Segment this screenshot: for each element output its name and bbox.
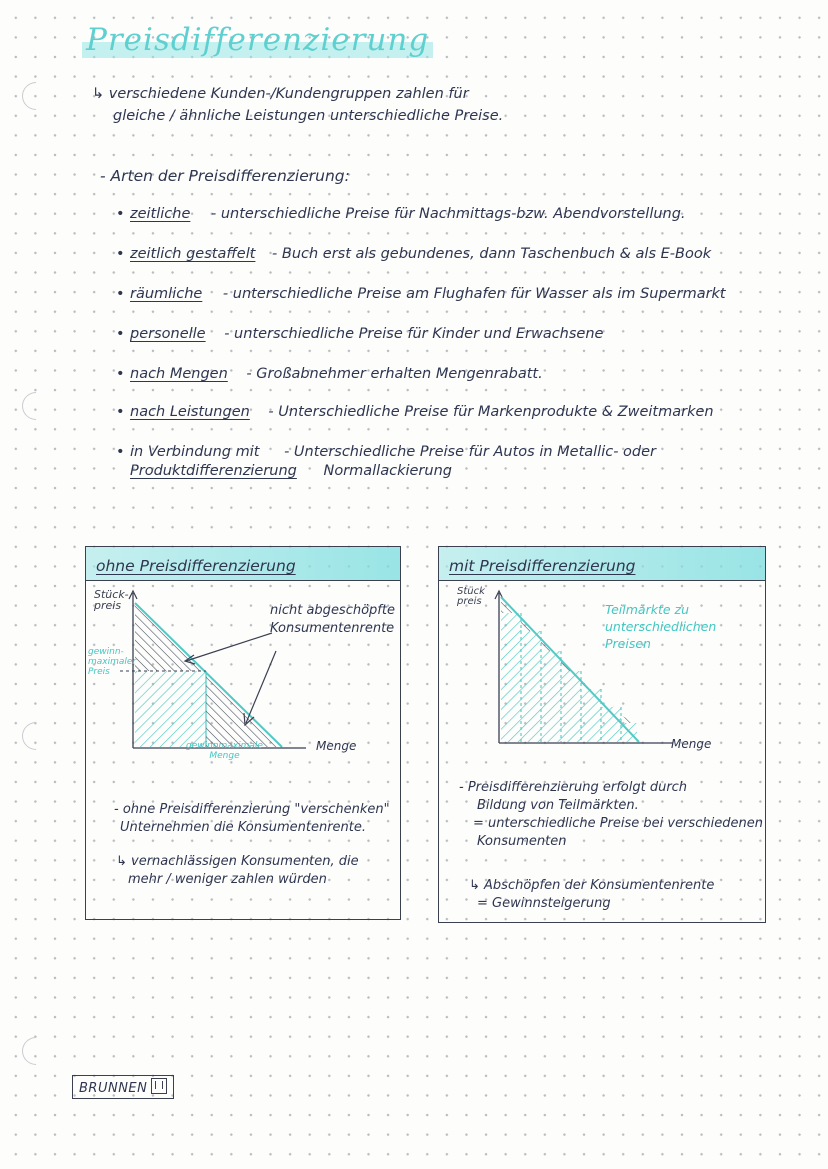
x-axis-label: Menge <box>671 737 712 751</box>
box-header <box>439 547 765 581</box>
type-item-raeumliche: • räumliche - unterschiedliche Preise am Flughafen für Wasser als im Supermarkt <box>116 286 726 302</box>
revenue-area <box>135 671 206 747</box>
note-left-2: ↳ vernachlässigen Konsumenten, die mehr / weniger zahlen würden <box>116 854 359 887</box>
box-header <box>86 547 400 581</box>
type-name: räumliche <box>130 286 203 302</box>
type-item-personelle: • personelle - unterschiedliche Preise für Kinder und Erwachsene <box>116 326 604 342</box>
type-name: nach Leistungen <box>130 404 250 420</box>
type-name: in Verbindung mit <box>130 444 260 460</box>
note-right-2: ↳ Abschöpfen der Konsumentenrente = Gewinnsteigerung <box>469 878 715 911</box>
type-name: zeitlich gestaffelt <box>130 246 256 262</box>
note-right-1: - Preisdifferenzierung erfolgt durch Bildung von Teilmärkten. = unterschiedliche Preise bei verschiedenen Konsumenten <box>459 780 763 849</box>
box-ohne-preisdifferenzierung <box>85 546 401 920</box>
gewinn-price-label: gewinn- maximaler Preis <box>88 647 137 677</box>
x-axis-label: Menge <box>316 739 357 753</box>
box-mit-preisdifferenzierung <box>438 546 766 923</box>
type-desc: - unterschiedliche Preise für Nachmittags-bzw. Abendvorstellung. <box>211 206 686 222</box>
type-desc: - unterschiedliche Preise für Kinder und Erwachsene <box>224 326 604 342</box>
annotation-consumer-surplus: nicht abgeschöpfte Konsumentenrente <box>270 603 395 636</box>
definition-line-1: ↳ verschiedene Kunden-/Kundengruppen zahlen für <box>92 86 469 102</box>
type-desc: - Großabnehmer erhalten Mengenrabatt. <box>246 366 543 382</box>
logo-icon <box>151 1078 167 1094</box>
binder-hole-4 <box>16 1031 56 1071</box>
type-name: zeitliche <box>130 206 191 222</box>
gewinn-quantity-label: gewinnmaximale Menge <box>186 741 263 761</box>
type-desc: - unterschiedliche Preise am Flughafen für Wasser als im Supermarkt <box>222 286 726 302</box>
box-title: ohne Preisdifferenzierung <box>96 557 296 575</box>
type-desc-2: Normallackierung <box>323 463 452 479</box>
type-item-leistungen: • nach Leistungen - Unterschiedliche Preise für Markenprodukte & Zweitmarken <box>116 404 714 420</box>
type-item-produktdifferenzierung: • in Verbindung mit - Unterschiedliche Preise für Autos in Metallic- oder <box>116 444 657 460</box>
type-desc: - Buch erst als gebundenes, dann Taschenbuch & als E-Book <box>272 246 712 262</box>
binder-hole-3 <box>16 716 56 756</box>
type-name: personelle <box>130 326 206 342</box>
type-desc: - Unterschiedliche Preise für Markenprodukte & Zweitmarken <box>268 404 714 420</box>
type-item-mengen: • nach Mengen - Großabnehmer erhalten Mengenrabatt. <box>116 366 543 382</box>
type-item-zeitliche: • zeitliche - unterschiedliche Preise für Nachmittags-bzw. Abendvorstellung. <box>116 206 686 222</box>
annotation-arrow-2 <box>246 651 276 723</box>
box-title: mit Preisdifferenzierung <box>449 557 636 575</box>
page-title: Preisdifferenzierung <box>82 22 433 58</box>
type-name: nach Mengen <box>130 366 228 382</box>
annotation-teilmaerkte: Teilmärkte zu unterschiedlichen Preisen <box>605 602 717 651</box>
note-left-1: - ohne Preisdifferenzierung "verschenken" Unternehmen die Konsumentenrente. <box>114 802 390 835</box>
binder-hole-2 <box>16 386 56 426</box>
binder-hole-1 <box>16 76 56 116</box>
y-axis-label: Stück- preis <box>94 588 129 612</box>
type-item-zeitlich-gestaffelt: • zeitlich gestaffelt - Buch erst als gebundenes, dann Taschenbuch & als E-Book <box>116 246 712 262</box>
annotation-arrow-1 <box>186 633 272 661</box>
type-name-2: Produktdifferenzierung Normallackierung <box>130 463 452 479</box>
types-heading: - Arten der Preisdifferenzierung: <box>100 167 350 185</box>
definition-line-2: gleiche / ähnliche Leistungen unterschiedliche Preise. <box>113 108 504 124</box>
type-desc: - Unterschiedliche Preise für Autos in Metallic- oder <box>284 444 657 460</box>
brunnen-logo: BRUNNEN <box>72 1075 174 1099</box>
y-axis-label: Stück preis <box>457 586 485 607</box>
